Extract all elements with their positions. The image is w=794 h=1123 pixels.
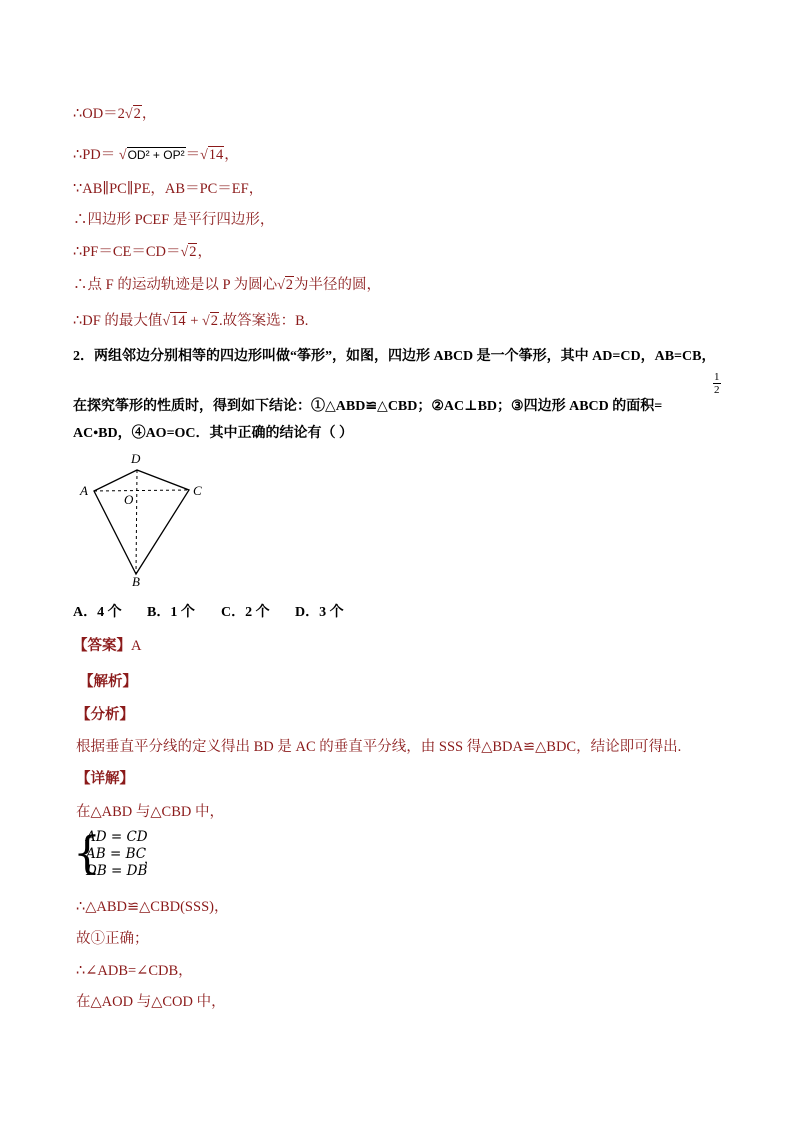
diagonal-ac	[94, 490, 189, 491]
answer-line: 【答案】A	[73, 638, 142, 654]
label-o: O	[124, 492, 134, 507]
fenxi-heading: 【分析】	[76, 707, 134, 723]
label-b: B	[132, 574, 140, 589]
kite-outline	[94, 470, 189, 574]
detail-line-3: 故①正确；	[76, 931, 149, 947]
proof-line-pf: ∴PF＝CE＝CD＝√2，	[73, 244, 212, 260]
fenxi-text: 根据垂直平分线的定义得出 BD 是 AC 的垂直平分线，由 SSS 得△BDA≌△BDC，结论即可得出.	[76, 739, 682, 755]
proof-line-max: ∴DF 的最大值√14 + √2.故答案选：B.	[73, 313, 309, 329]
detail-line-4: ∴∠ADB=∠CDB，	[76, 963, 193, 979]
answer-options	[73, 601, 344, 621]
sqrt-2: √2	[124, 106, 141, 122]
diagonal-bd	[136, 470, 137, 574]
option-a[interactable]: A．4 个	[73, 605, 122, 620]
question-2-line2: 在探究筝形的性质时，得到如下结论：①△ABD≌△CBD；②AC⊥BD；③四边形 ABCD 的面积=	[73, 399, 663, 414]
proof-line-pd: ∴PD＝ √OD² + OP²＝√14，	[73, 147, 239, 163]
question-2-line3: AC•BD，④AO=OC．其中正确的结论有（ ）	[73, 426, 354, 441]
sqrt-2: √2	[180, 244, 197, 260]
proof-line-od: ∴OD＝2√2，	[73, 106, 157, 122]
label-a: A	[80, 483, 88, 498]
sqrt-2: √2	[277, 277, 294, 293]
equation-system: AD = CD AB = BC DB = DB	[86, 829, 148, 879]
option-b[interactable]: B．1 个	[147, 605, 195, 620]
fraction-half: $\frac{1}{2}$	[714, 371, 720, 396]
detail-line-1: 在△ABD 与△CBD 中，	[76, 804, 224, 820]
option-c[interactable]: C．2 个	[221, 605, 270, 620]
detail-line-2: ∴△ABD≌△CBD(SSS)，	[76, 899, 229, 915]
system-tail: ，	[144, 851, 158, 866]
sqrt-od-op: √OD² + OP²	[118, 148, 185, 163]
proof-line-locus: ∴点 F 的运动轨迹是以 P 为圆心√2为半径的圆，	[73, 277, 382, 293]
sqrt-14: √14	[162, 313, 186, 329]
sqrt-2: √2	[202, 313, 218, 329]
detail-line-5: 在△AOD 与△COD 中，	[76, 994, 226, 1010]
label-d: D	[131, 451, 141, 466]
analysis-heading: 【解析】	[79, 674, 137, 690]
sqrt-14: √14	[200, 147, 224, 163]
system-brace: {	[73, 828, 101, 879]
option-d[interactable]: D．3 个	[295, 605, 344, 620]
label-c: C	[193, 483, 202, 498]
question-2-line1: 2．两组邻边分别相等的四边形叫做“筝形”，如图，四边形 ABCD 是一个筝形，其中 AD=CD，AB=CB，	[73, 349, 716, 364]
proof-line-parallel: ∵AB∥PC∥PE，AB＝PC＝EF，	[73, 181, 264, 197]
xiangjie-heading: 【详解】	[76, 771, 134, 787]
proof-line-parallelogram: ∴四边形 PCEF 是平行四边形，	[73, 212, 275, 228]
kite-figure	[76, 448, 216, 590]
